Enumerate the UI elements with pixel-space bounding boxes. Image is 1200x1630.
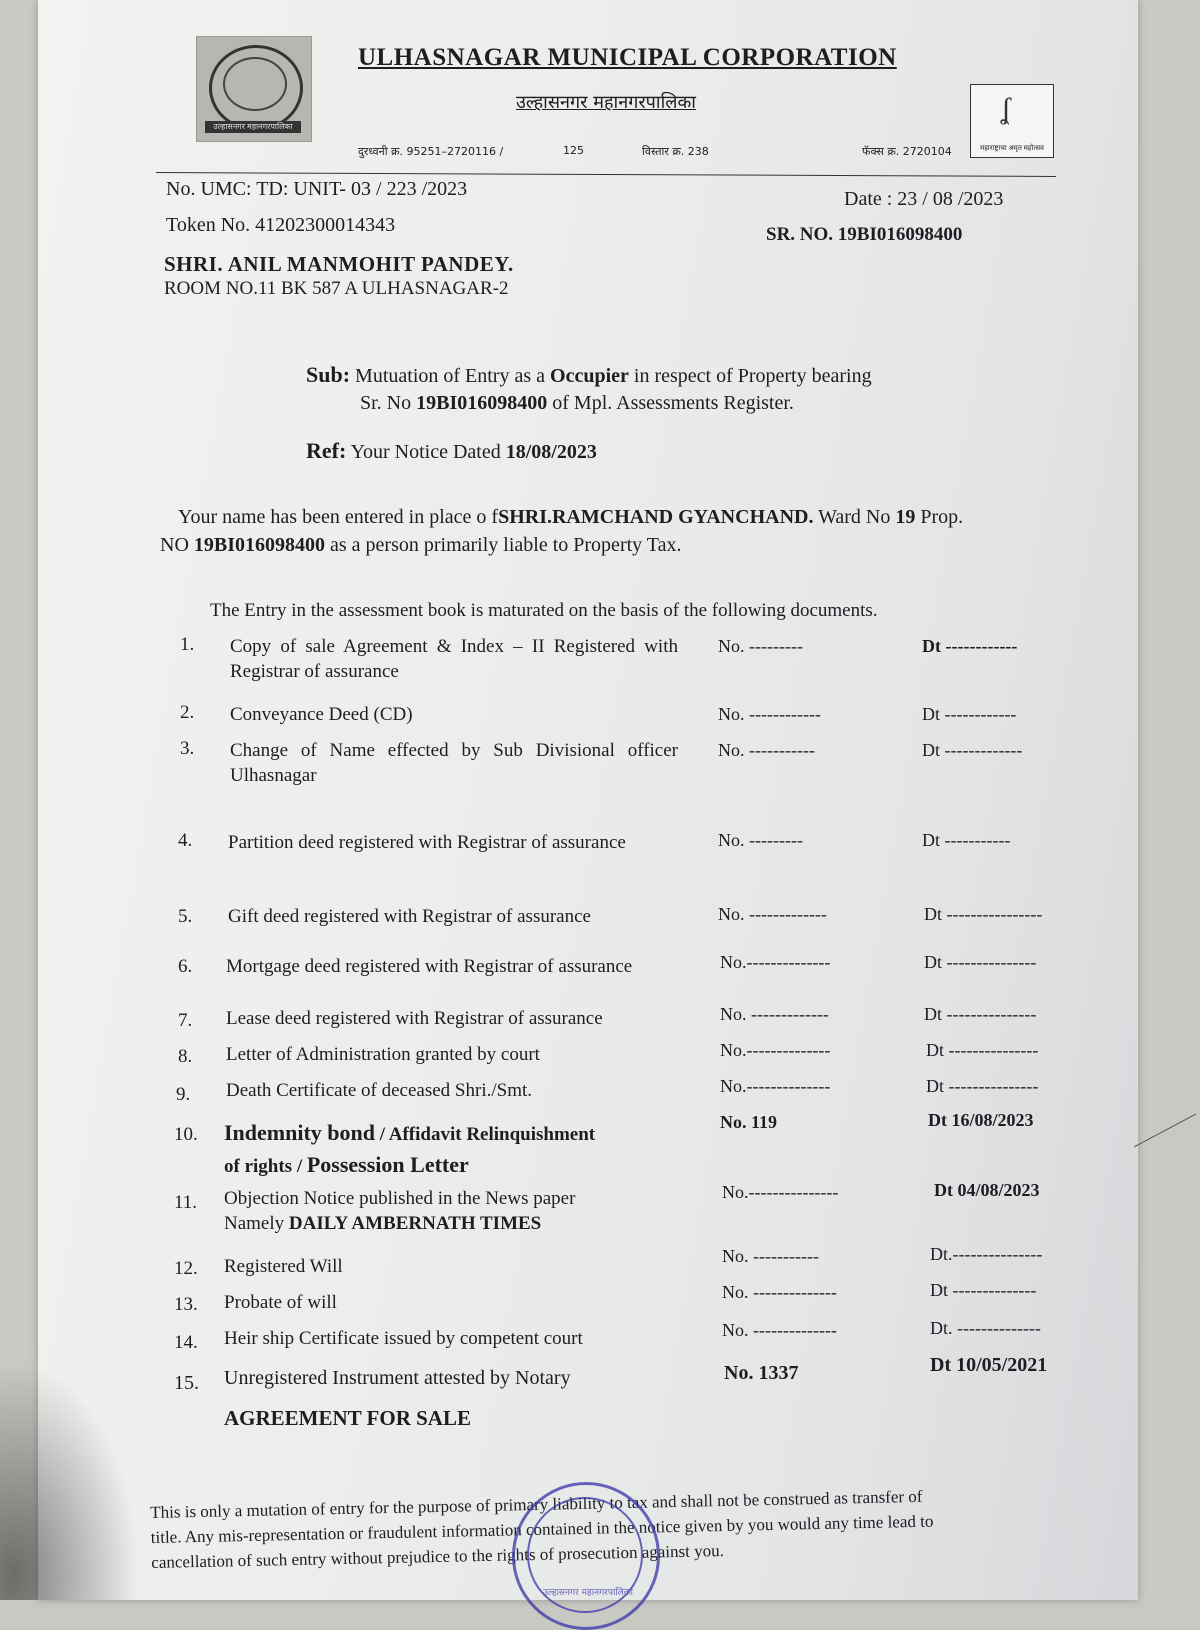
doc-no: No. ------------- [720,1004,829,1024]
doc-number: 5. [178,906,193,927]
doc-no: No. --------- [718,830,803,850]
phone-number: दुरध्वनी क्र. 95251–2720116 / [358,145,504,158]
disclaimer-line: title. Any mis-representation or fraudulent information contained in the notice given by you would any time lead to [150,1511,934,1547]
body-text: Ward No [813,506,896,528]
subject-text: Mutuation of Entry as a [350,365,551,387]
doc-date: Dt. -------------- [930,1318,1041,1338]
doc-date: Dt --------------- [924,952,1037,972]
doc-description [224,1186,684,1236]
doc-number: 12. [174,1258,198,1279]
doc-date: Dt ------------ [922,636,1018,656]
flame-icon: ʆ [1001,92,1011,125]
doc-number: 11. [174,1192,198,1213]
disclaimer-line: This is only a mutation of entry for the purpose of primary liability to tax and shall not be construed as transfer of [150,1486,923,1522]
body-text: Your name has been entered in place o f [178,506,499,528]
doc-no: No. -------------- [722,1282,837,1302]
doc-date: Dt.--------------- [930,1244,1043,1264]
subject-line-1 [306,362,872,388]
doc-no: No. 119 [720,1112,778,1132]
reference-line [306,438,597,464]
doc-number: 9. [176,1084,191,1105]
letter-date: Date : 23 / 08 /2023 [844,188,1004,210]
doc-date: Dt ------------- [922,740,1023,760]
disclaimer-line: cancellation of such entry without prejudice to the rights of prosecution against you. [151,1540,725,1572]
doc-date: Dt --------------- [926,1040,1039,1060]
doc-no: No.-------------- [720,952,831,972]
reference-text: Your Notice Dated [346,441,506,463]
doc-desc-part: Possession Letter [306,1152,469,1177]
doc-desc-part: Indemnity bond [224,1120,376,1145]
doc-description: Gift deed registered with Registrar of assurance [228,906,591,927]
property-number: 19BI016098400 [416,392,548,414]
doc-no: No.--------------- [722,1182,839,1202]
doc-description: Change of Name effected by Sub Divisional officer Ulhasnagar [230,740,678,786]
doc-number: 8. [178,1046,193,1067]
subject-text: of Mpl. Assessments Register. [547,392,794,414]
phone-ext: 125 [563,144,584,157]
doc-date: Dt ------------ [922,704,1017,724]
doc-date: Dt -------------- [930,1280,1037,1300]
doc-no: No.-------------- [720,1076,831,1096]
doc-description: Copy of sale Agreement & Index – II Registered with Registrar of assurance [230,636,678,682]
doc-no: No. ------------- [718,904,827,924]
extension-number: विस्तार क्र. 238 [642,145,709,158]
shadow [0,1360,140,1600]
doc-description: Lease deed registered with Registrar of assurance [226,1008,603,1029]
body-line-1 [178,506,963,529]
doc-number: 6. [178,956,193,977]
fax-number: फॅक्स क्र. 2720104 [862,145,952,158]
doc-description: Conveyance Deed (CD) [230,704,413,725]
doc-description: Partition deed registered with Registrar of assurance [228,832,626,853]
doc-description: Probate of will [224,1292,337,1313]
body-text: as a person primarily liable to Property Tax. [325,534,682,556]
subject-role: Occupier [550,365,629,387]
doc-desc-part: Namely [224,1213,289,1234]
doc-number: 15. [174,1372,199,1394]
doc-desc-part: / Affidavit Relinquishment [375,1124,596,1145]
doc-number: 14. [174,1332,198,1353]
stamp-text: उल्हासनगर महानगरपालिका [543,1588,633,1598]
doc-date: Dt ---------------- [924,904,1043,924]
body-text: NO [160,534,194,556]
doc-description [224,1118,684,1182]
doc-description: Death Certificate of deceased Shri./Smt. [226,1080,533,1101]
agreement-label: AGREEMENT FOR SALE [224,1406,471,1430]
doc-number: 4. [178,830,193,851]
org-name: ULHASNAGAR MUNICIPAL CORPORATION [358,44,897,71]
documents-intro: The Entry in the assessment book is maturated on the basis of the following documents. [210,600,878,621]
doc-description: Mortgage deed registered with Registrar of assurance [226,956,633,977]
doc-number: 3. [180,738,195,759]
doc-no: No. ----------- [722,1246,819,1266]
municipal-emblem-logo [196,36,312,142]
doc-number: 10. [174,1124,198,1145]
doc-description: Registered Will [224,1256,343,1277]
subject-label: Sub: [306,362,351,387]
doc-description: Letter of Administration granted by court [226,1044,540,1065]
body-line-2 [160,534,682,557]
doc-no: No. -------------- [722,1320,837,1340]
doc-no: No.-------------- [720,1040,831,1060]
emblem-band-text: उल्हासनगर महानगरपालिका [205,121,301,133]
doc-number: 1. [180,634,195,655]
reference-number: No. UMC: TD: UNIT- 03 / 223 /2023 [166,178,468,200]
ward-number: 19 [895,506,916,528]
amrut-mahotsav-logo [970,84,1054,158]
doc-date: Dt --------------- [924,1004,1037,1024]
subject-text: in respect of Property bearing [628,365,872,387]
subject-line-2 [360,392,794,415]
doc-desc-part: Objection Notice published in the News paper [224,1188,576,1209]
doc-description: Heir ship Certificate issued by competent court [224,1328,583,1349]
doc-date: Dt 16/08/2023 [928,1110,1034,1130]
doc-date: Dt ----------- [922,830,1011,850]
subject-text: Sr. No [360,392,417,414]
doc-number: 2. [180,702,195,723]
sr-number: SR. NO. 19BI016098400 [766,224,963,245]
property-number: 19BI016098400 [193,534,326,556]
official-stamp [512,1482,660,1630]
doc-date: Dt 10/05/2021 [930,1354,1048,1376]
doc-date: Dt --------------- [926,1076,1039,1096]
doc-no: No. ----------- [718,740,815,760]
org-name-hindi: उल्हासनगर महानगरपालिका [516,92,696,113]
newspaper-name: DAILY AMBERNATH TIMES [288,1213,542,1234]
doc-date: Dt 04/08/2023 [934,1180,1040,1200]
token-number: Token No. 41202300014343 [166,214,396,236]
logo-tagline: महाराष्ट्राचा अमृत महोत्सव [980,144,1044,152]
doc-number: 13. [174,1294,198,1315]
addressee-address: ROOM NO.11 BK 587 A ULHASNAGAR-2 [164,278,509,299]
doc-desc-part: of rights / [224,1156,307,1177]
addressee-name: SHRI. ANIL MANMOHIT PANDEY. [164,252,514,276]
doc-no: No. ------------ [718,704,821,724]
doc-no: No. --------- [718,636,803,656]
doc-no: No. 1337 [724,1362,799,1384]
previous-owner: SHRI.RAMCHAND GYANCHAND. [498,506,814,528]
body-text: Prop. [915,506,964,528]
edge-mark [1134,1114,1196,1148]
doc-number: 7. [178,1010,193,1031]
doc-description: Unregistered Instrument attested by Notary [224,1367,571,1389]
reference-label: Ref: [306,438,347,463]
notice-date: 18/08/2023 [505,441,597,463]
